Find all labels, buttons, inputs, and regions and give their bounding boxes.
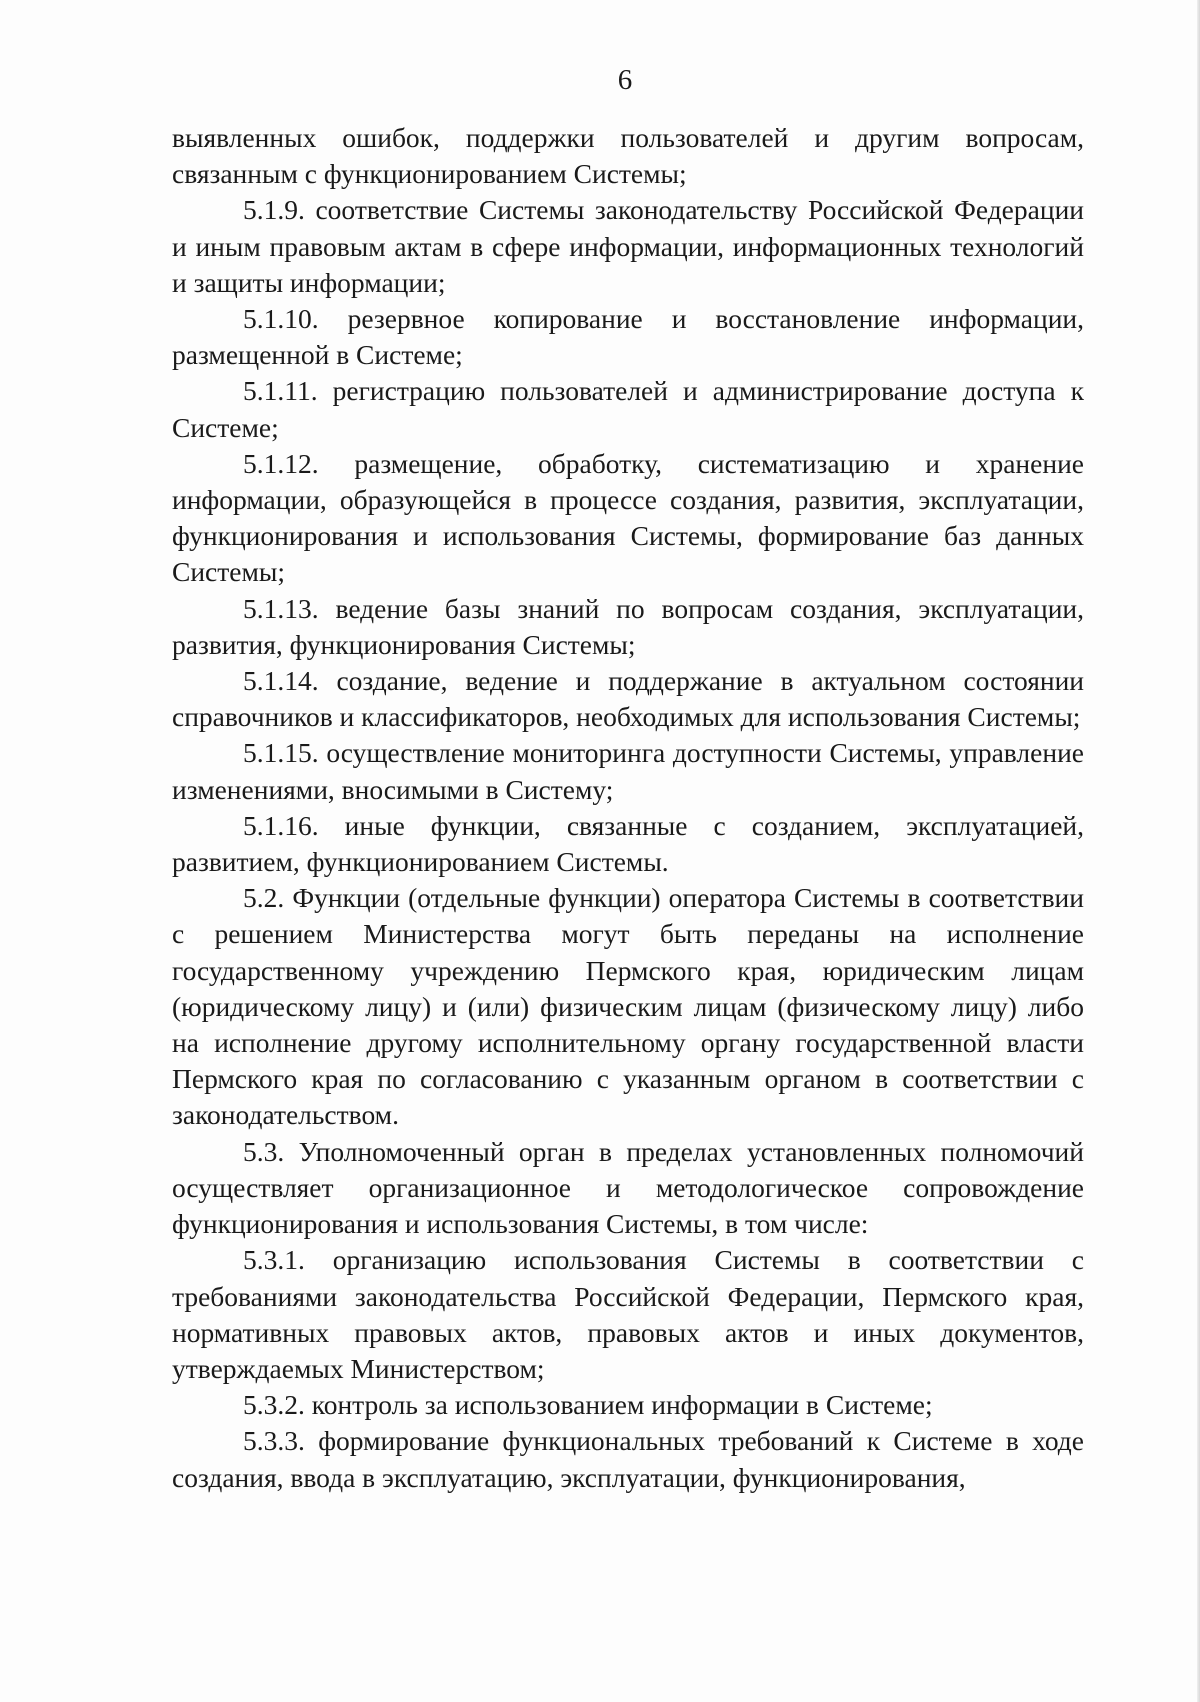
paragraph-5-2: 5.2. Функции (отдельные функции) оператора Системы в соответствии с решением Министерства могут быть переданы на исполнение государственному учреждению Пермского края, юридическим лицам (юридическому лицу) и (или) физическим лицам (физическому лицу) либо на исполнение другому исполнительному органу государственной власти Пермского края по согласованию с указанным органом в соответствии с законодательством. [172,882,1084,1131]
page-number: 6 [617,64,633,96]
paragraph-5-1-16: 5.1.16. иные функции, связанные с созданием, эксплуатацией, развитием, функционированием Системы. [172,809,1084,878]
paragraph-5-1-12: 5.1.12. размещение, обработку, систематизацию и хранение информации, образующейся в процессе создания, развития, эксплуатации, функционирования и использования Системы, формирование баз данных Системы; [172,447,1084,588]
paragraph-5-1-15: 5.1.15. осуществление мониторинга доступности Системы, управление изменениями, вносимыми в Систему; [172,737,1084,805]
paragraph-5-1-11: 5.1.11. регистрацию пользователей и администрирование доступа к Системе; [172,375,1084,443]
paragraph-5-1-13: 5.1.13. ведение базы знаний по вопросам создания, эксплуатации, развития, функционирования Системы; [172,592,1084,660]
paragraph-5-3: 5.3. Уполномоченный орган в пределах установленных полномочий осуществляет организационное и методологическое сопровождение функционирования и использования Системы, в том числе: [172,1135,1084,1240]
paragraph-5-3-2: 5.3.2. контроль за использованием информации в Системе; [243,1389,933,1421]
document-body [172,120,1084,1496]
paragraph-5-1-9: 5.1.9. соответствие Системы законодательству Российской Федерации и иным правовым актам в сфере информации, информационных технологий и защиты информации; [172,194,1084,298]
paragraph-5-1-10: 5.1.10. резервное копирование и восстановление информации, размещенной в Системе; [172,303,1084,371]
paragraph-5-3-1: 5.3.1. организацию использования Системы в соответствии с требованиями законодательства Российской Федерации, Пермского края, нормативных правовых актов, правовых актов и иных документов, утверждаемых Министерством; [172,1244,1084,1384]
paragraph-continuation: выявленных ошибок, поддержки пользователей и другим вопросам, связанным с функционированием Системы; [172,122,1084,190]
paragraph-5-3-3: 5.3.3. формирование функциональных требований к Системе в ходе создания, ввода в эксплуатацию, эксплуатации, функционирования, [172,1425,1084,1493]
paragraph-5-1-14: 5.1.14. создание, ведение и поддержание в актуальном состоянии справочников и классификаторов, необходимых для использования Системы; [172,665,1084,733]
